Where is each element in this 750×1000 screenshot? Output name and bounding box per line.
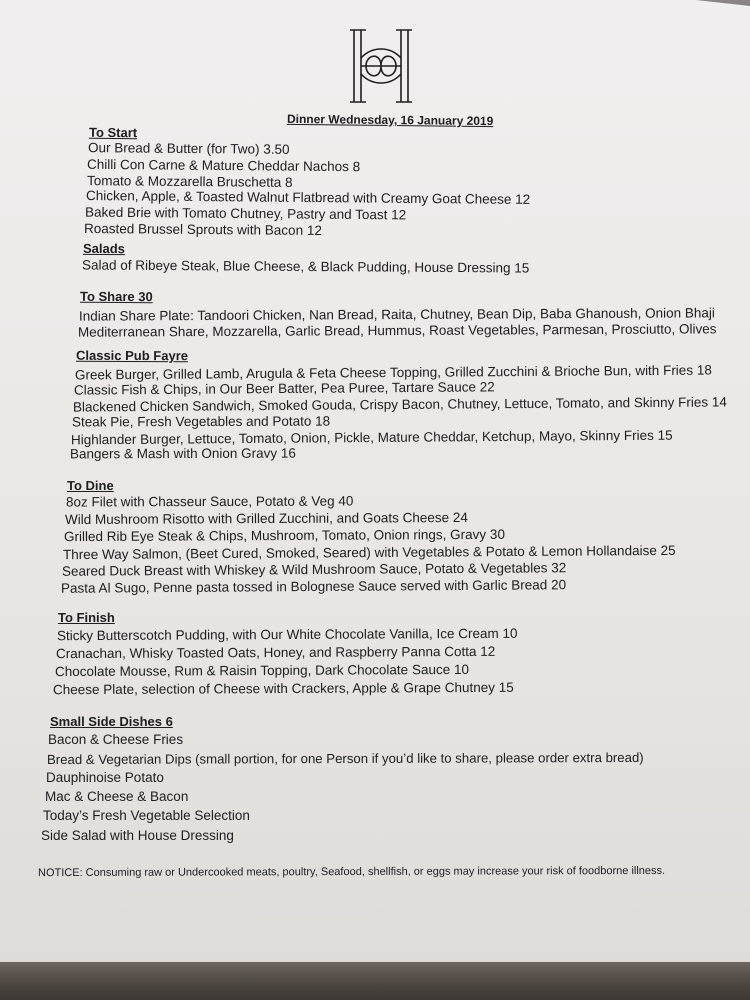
menu-item: Wild Mushroom Risotto with Grilled Zucchini, and Goats Cheese 24 — [64, 509, 468, 528]
menu-item: Grilled Rib Eye Steak & Chips, Mushroom, Tomato, Onion rings, Gravy 30 — [63, 526, 505, 545]
menu-item: Dauphinoise Potato — [46, 770, 164, 785]
menu-item: Seared Duck Breast with Whiskey & Wild Mushroom Sauce, Potato & Vegetables 32 — [61, 560, 567, 579]
menu-item: Pasta Al Sugo, Penne pasta tossed in Bolognese Sauce served with Garlic Bread 20 — [60, 577, 567, 596]
section-heading-small-side-dishes: Small Side Dishes 6 — [50, 714, 173, 729]
menu-item: Cranachan, Whisky Toasted Oats, Honey, and Raspberry Panna Cotta 12 — [55, 643, 496, 662]
menu-item: Mediterranean Share, Mozzarella, Garlic Bread, Hummus, Roast Vegetables, Parmesan, Prosciutto, Olives — [77, 321, 717, 340]
menu-item: Steak Pie, Fresh Vegetables and Potato 18 — [71, 413, 331, 430]
menu-item: Sticky Butterscotch Pudding, with Our White Chocolate Vanilla, Ice Cream 10 — [56, 625, 518, 644]
menu-item: Chicken, Apple, & Toasted Walnut Flatbread with Creamy Goat Cheese 12 — [85, 188, 531, 207]
menu-item: Today’s Fresh Vegetable Selection — [43, 808, 250, 823]
allergy-notice: NOTICE: Consuming raw or Undercooked meats, poultry, Seafood, shellfish, or eggs may increase your risk of foodborne illness. — [37, 864, 666, 880]
menu-item: Indian Share Plate: Tandoori Chicken, Nan Bread, Raita, Chutney, Bean Dip, Baba Ghanoush, Onion Bhaji — [78, 305, 715, 324]
menu-item: Bangers & Mash with Onion Gravy 16 — [69, 445, 296, 462]
menu-item: Side Salad with House Dressing — [41, 828, 234, 843]
menu-item: Chilli Con Carne & Mature Cheddar Nachos 8 — [86, 156, 361, 175]
menu-item: Cheese Plate, selection of Cheese with Crackers, Apple & Grape Chutney 15 — [52, 679, 514, 698]
menu-date: Dinner Wednesday, 16 January 2019 — [286, 111, 494, 129]
menu-item: Roasted Brussel Sprouts with Bacon 12 — [83, 220, 322, 239]
menu-item: Our Bread & Butter (for Two) 3.50 — [87, 140, 290, 157]
section-heading-to-share: To Share 30 — [79, 288, 153, 305]
menu-item: Salad of Ribeye Steak, Blue Cheese, & Black Pudding, House Dressing 15 — [81, 257, 530, 276]
menu-item: Tomato & Mozzarella Bruschetta 8 — [86, 173, 293, 190]
menu-item: Baked Brie with Tomato Chutney, Pastry and Toast 12 — [84, 204, 407, 223]
menu-item: Chocolate Mousse, Rum & Raisin Topping, Dark Chocolate Sauce 10 — [54, 661, 470, 680]
section-heading-salads: Salads — [82, 240, 125, 257]
section-heading-classic-pub-fayre: Classic Pub Fayre — [75, 347, 189, 364]
menu-item: 8oz Filet with Chasseur Sauce, Potato & Veg 40 — [65, 493, 354, 510]
menu-item: Greek Burger, Grilled Lamb, Arugula & Feta Cheese Topping, Grilled Zucchini & Brioche Bun, with Fries 18 — [74, 362, 712, 383]
section-heading-to-dine: To Dine — [66, 477, 114, 494]
menu-item: Classic Fish & Chips, in Our Beer Batter, Pea Puree, Tartare Sauce 22 — [73, 379, 495, 398]
menu-item: Three Way Salmon, (Beet Cured, Smoked, Seared) with Vegetables & Potato & Lemon Hollandaise 25 — [62, 542, 676, 563]
section-heading-to-finish: To Finish — [58, 610, 115, 625]
menu-item: Bacon & Cheese Fries — [48, 732, 184, 747]
section-heading-to-start: To Start — [88, 124, 138, 141]
menu-item: Mac & Cheese & Bacon — [45, 789, 189, 804]
menu-item: Highlander Burger, Lettuce, Tomato, Onion, Pickle, Mature Cheddar, Ketchup, Mayo, Skinny Fries 15 — [70, 427, 673, 448]
menu-item: Blackened Chicken Sandwich, Smoked Gouda, Crispy Bacon, Chutney, Lettuce, Tomato, and Skinny Fries 14 — [72, 394, 727, 415]
menu-item: Bread & Vegetarian Dips (small portion, for one Person if you’d like to share, please order extra bread) — [46, 749, 644, 768]
